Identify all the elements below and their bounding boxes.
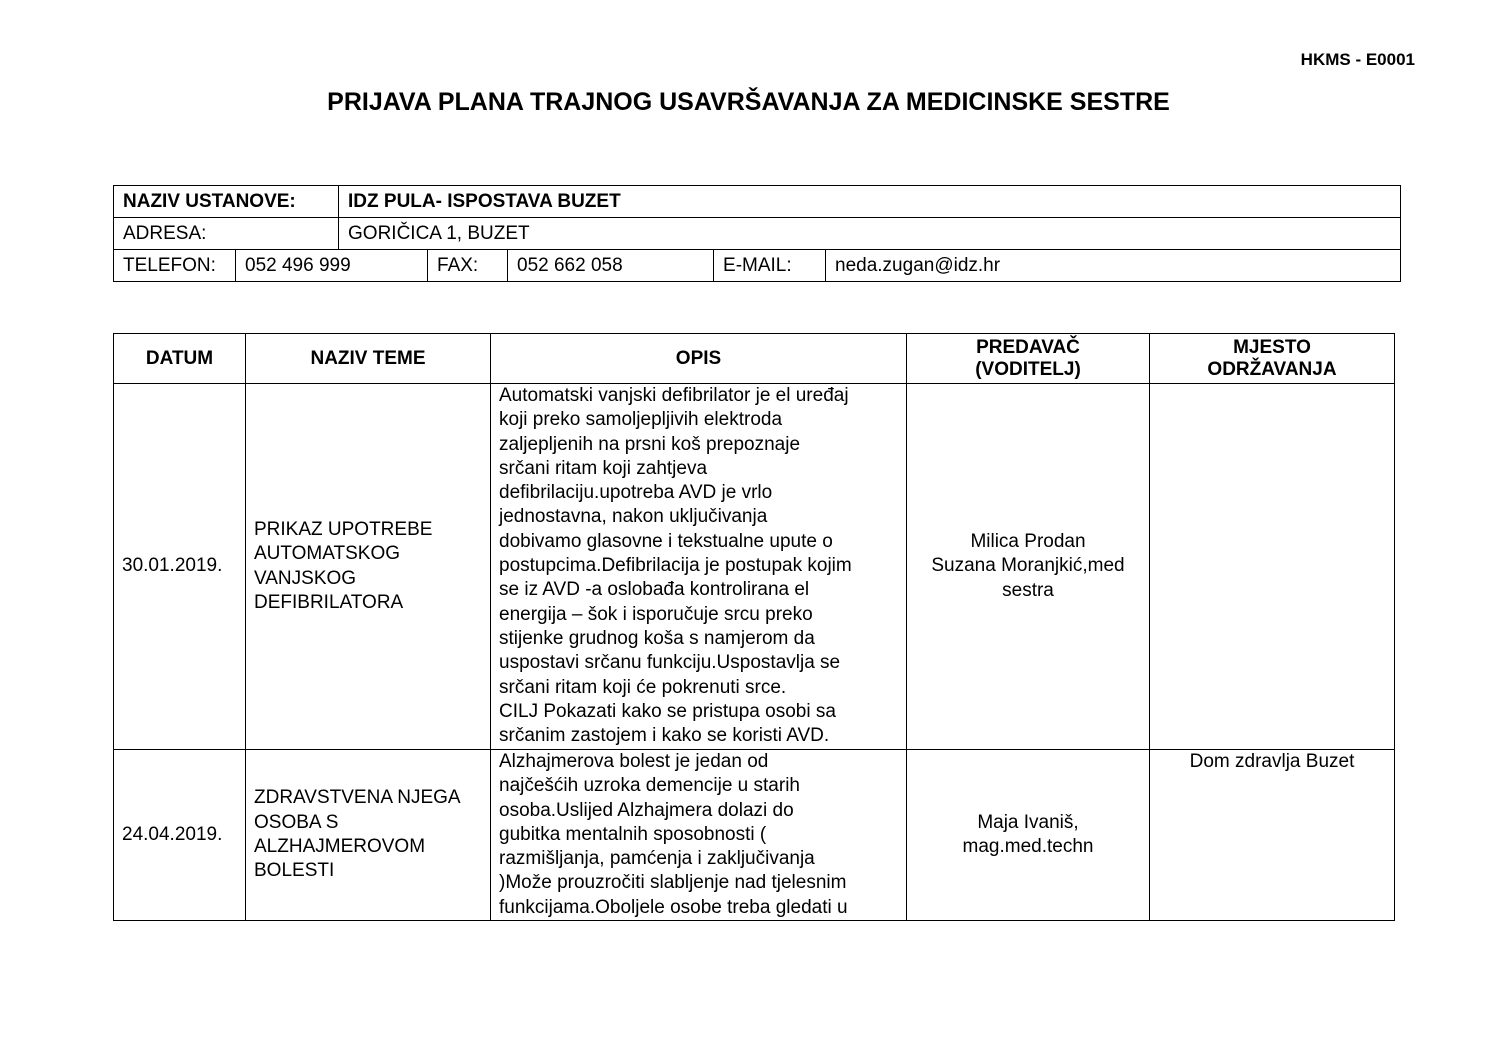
table-row (114, 384, 1395, 750)
plan-table (113, 333, 1395, 921)
institution-address-label: ADRESA: (114, 218, 339, 250)
email-value: neda.zugan@idz.hr (826, 250, 1401, 282)
email-label: E-MAIL: (714, 250, 826, 282)
column-header-lecturer: PREDAVAČ (VODITELJ) (907, 334, 1150, 384)
row-place (1150, 384, 1395, 750)
row-description: Alzhajmerova bolest je jedan od najčešćih uzroka demencije u starih osoba.Uslijed Alzhajmera dolazi do gubitka mentalnih sposobnosti ( razmišljanja, pamćenja i zaključivanja )Može prouzročiti slabljenje nad tjelesnim funkcijama.Oboljele osobe treba gledati u (491, 750, 907, 921)
document-code: HKMS - E0001 (1300, 50, 1415, 69)
institution-name-row (114, 186, 1401, 218)
plan-header-row (114, 334, 1395, 384)
column-header-place: MJESTO ODRŽAVANJA (1150, 334, 1395, 384)
institution-address-row (114, 218, 1401, 250)
institution-name-label: NAZIV USTANOVE: (114, 186, 339, 218)
row-description: Automatski vanjski defibrilator je el uređaj koji preko samoljepljivih elektroda zaljepljenih na prsni koš prepoznaje srčani ritam koji zahtjeva defibrilaciju.upotreba AVD je vrlo jednostavna, nakon uključivanja dobivamo glasovne i tekstualne upute o postupcima.Defibrilacija je postupak kojim se iz AVD -a oslobađa kontrolirana el energija – šok i isporučuje srcu preko stijenke grudnog koša s namjerom da uspostavi srčanu funkciju.Uspostavlja se srčani ritam koji će pokrenuti srce. CILJ Pokazati kako se pristupa osobi sa srčanim zastojem i kako se koristi AVD. (491, 384, 907, 750)
institution-address-value: GORIČICA 1, BUZET (339, 218, 1401, 250)
phone-value: 052 496 999 (236, 250, 428, 282)
fax-label: FAX: (428, 250, 508, 282)
document-title: PRIJAVA PLANA TRAJNOG USAVRŠAVANJA ZA MEDICINSKE SESTRE (327, 88, 1170, 116)
column-header-date: DATUM (114, 334, 246, 384)
institution-table (113, 185, 1401, 282)
column-header-description: OPIS (491, 334, 907, 384)
institution-name-value: IDZ PULA- ISPOSTAVA BUZET (339, 186, 1401, 218)
phone-label: TELEFON: (114, 250, 236, 282)
row-place: Dom zdravlja Buzet (1150, 750, 1395, 921)
row-lecturer: Milica Prodan Suzana Moranjkić,med sestra (907, 384, 1150, 750)
fax-value: 052 662 058 (508, 250, 714, 282)
row-lecturer: Maja Ivaniš, mag.med.techn (907, 750, 1150, 921)
row-topic: PRIKAZ UPOTREBE AUTOMATSKOG VANJSKOG DEFIBRILATORA (246, 384, 491, 750)
column-header-topic: NAZIV TEME (246, 334, 491, 384)
row-date: 24.04.2019. (114, 750, 246, 921)
row-date: 30.01.2019. (114, 384, 246, 750)
table-row (114, 750, 1395, 921)
row-topic: ZDRAVSTVENA NJEGA OSOBA S ALZHAJMEROVOM BOLESTI (246, 750, 491, 921)
institution-contact-row (114, 250, 1401, 282)
